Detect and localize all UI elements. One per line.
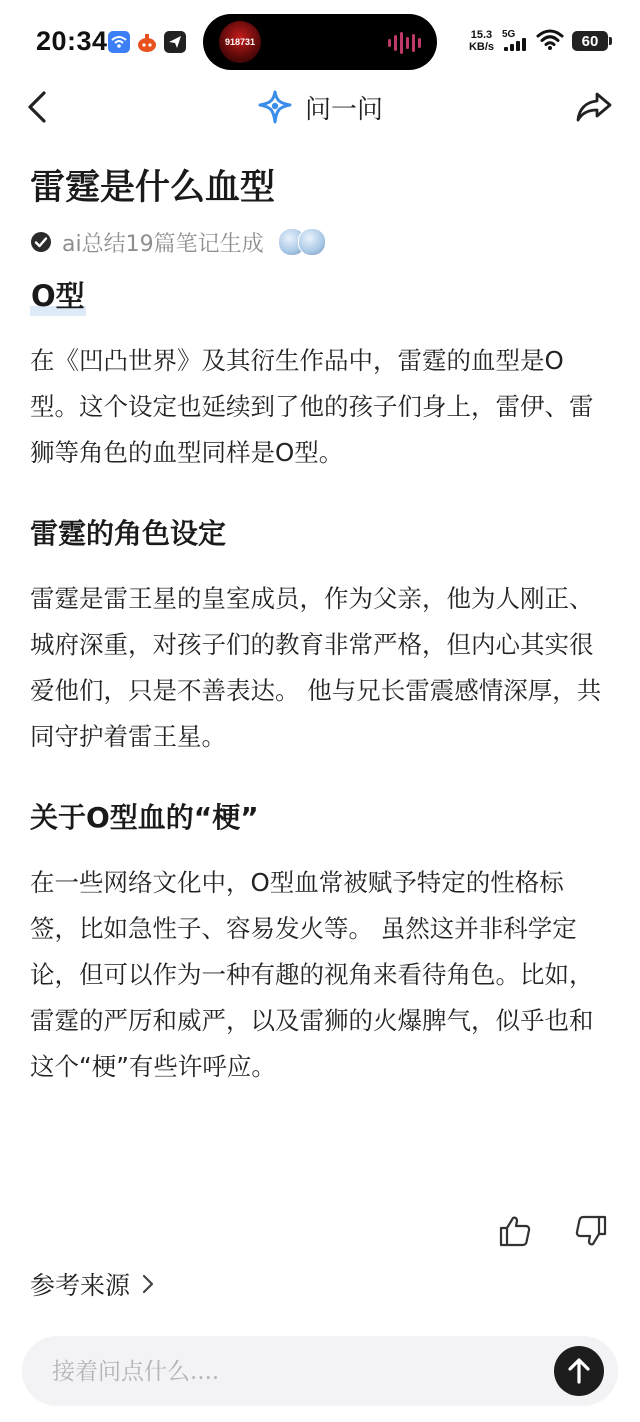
back-button[interactable] [22,88,52,126]
ai-summary-source[interactable] [30,224,610,260]
network-speed-unit: KB/s [468,41,494,53]
dynamic-island[interactable] [203,14,437,70]
network-speed [469,29,494,53]
wifi-icon [536,28,564,54]
wifi-app-icon [108,31,130,53]
status-indicators [469,28,608,54]
nav-bar [0,84,640,130]
sparkle-star-icon [257,89,293,125]
battery-indicator: 60 [572,31,608,51]
audio-wave-icon [388,32,421,54]
answer-highlight: O型 [30,276,86,316]
thumbs-down-icon [574,1214,608,1248]
answer-content [30,160,610,1090]
follow-up-input[interactable] [50,1336,544,1408]
reference-sources-link[interactable] [30,1264,154,1304]
section-heading-role: 雷霆的角色设定 [30,517,227,550]
status-bar [0,0,640,84]
source-avatars [278,228,326,256]
thumbs-up-icon [498,1214,532,1248]
arrow-up-icon [566,1357,592,1385]
thumbs-up-button[interactable] [496,1212,534,1250]
send-app-icon [164,31,186,53]
avatar [298,228,326,256]
page-title: 问一问 [304,94,383,125]
share-button[interactable] [574,88,614,126]
source-summary-text: ai总结19篇笔记生成 [62,231,264,257]
question-title: 雷霆是什么血型 [30,168,276,208]
cellular-signal-icon [502,29,528,53]
send-button[interactable] [554,1346,604,1396]
thumbs-down-button[interactable] [572,1212,610,1250]
follow-up-bar [22,1336,618,1406]
island-media-thumbnail [219,21,261,63]
check-circle-icon [30,231,52,253]
share-icon [575,91,613,123]
section-heading-meme: 关于O型血的“梗” [30,801,259,834]
notification-icons [108,29,186,55]
game-app-icon [136,31,158,53]
island-label: 918731 [224,37,256,47]
reference-sources-label: 参考来源 [30,1271,131,1300]
feedback-buttons [496,1212,610,1250]
section-body-meme: 在一些网络文化中，O型血常被赋予特定的性格标签，比如急性子、容易发火等。 虽然这并非科学定论，但可以作为一种有趣的视角来看待角色。比如，雷霆的严厉和威严，以及雷狮的火爆脾气，似乎也和这个“梗”有些许呼应。 [30,868,594,1081]
status-time: 20:34 [36,26,108,56]
chevron-left-icon [26,90,48,124]
section-body-role: 雷霆是雷王星的皇室成员，作为父亲，他为人刚正、城府深重，对孩子们的教育非常严格，但内心其实很爱他们，只是不善表达。 他与兄长雷震感情深厚，共同守护着雷王星。 [30,584,602,751]
nav-title-group [257,89,383,126]
intro-paragraph: 在《凹凸世界》及其衍生作品中，雷霆的血型是O型。这个设定也延续到了他的孩子们身上，雷伊、雷狮等角色的血型同样是O型。 [30,346,594,467]
network-speed-value: 15.3 [470,29,493,41]
network-type: 5G [502,29,516,40]
chevron-right-icon [142,1274,154,1294]
